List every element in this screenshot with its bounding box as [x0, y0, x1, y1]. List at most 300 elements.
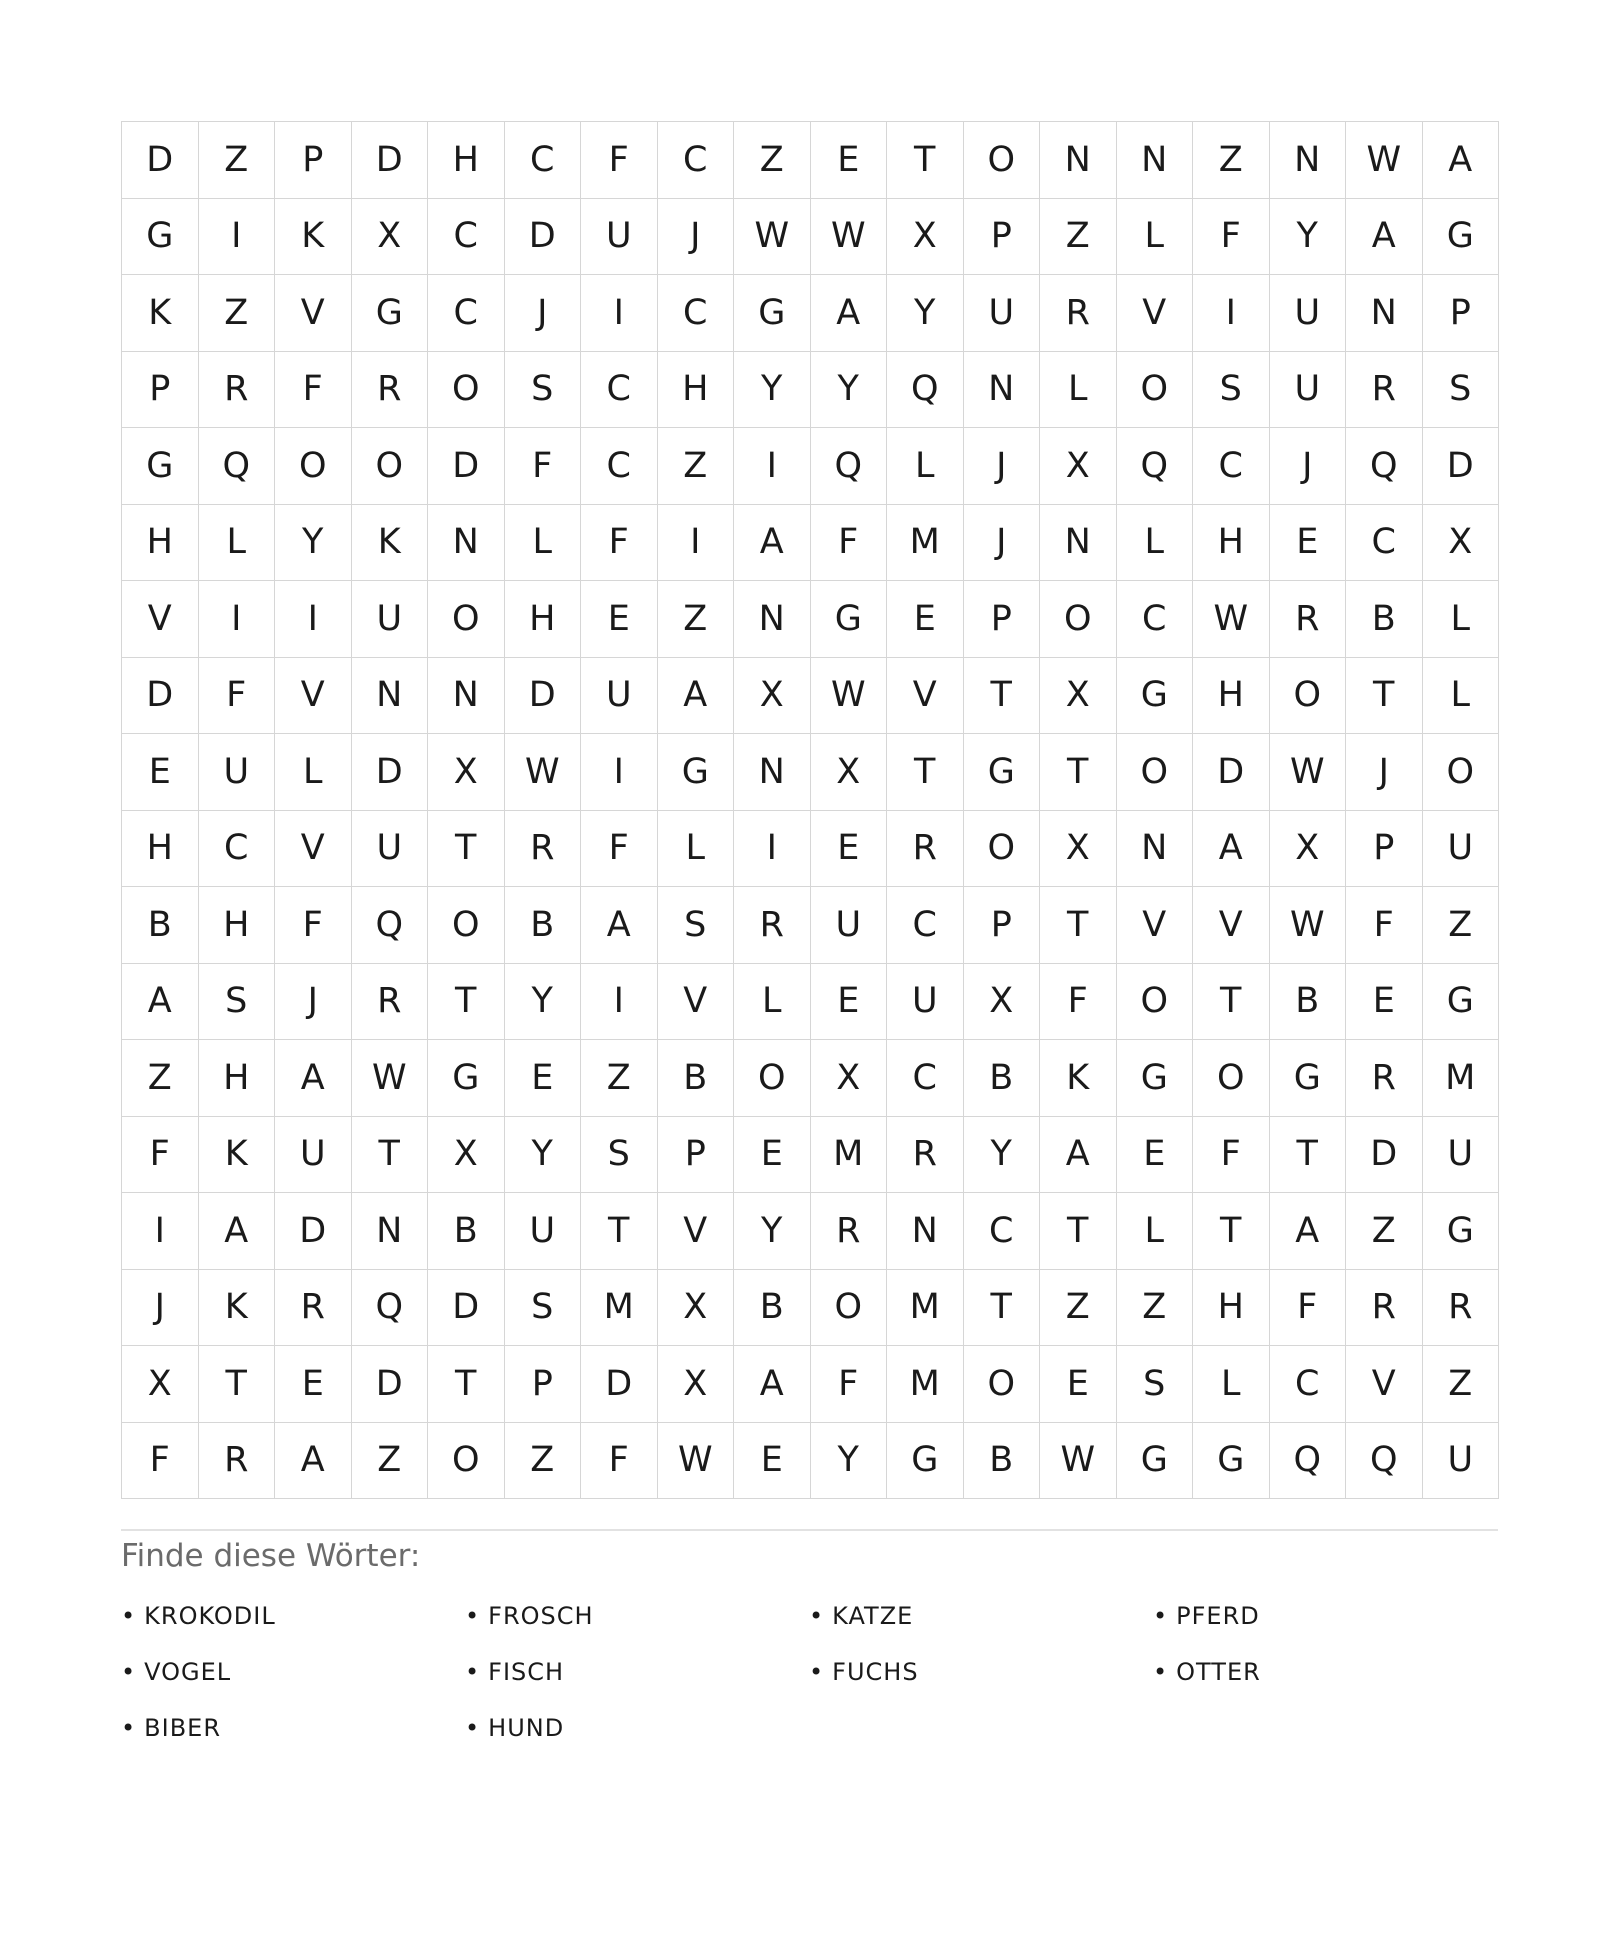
grid-cell[interactable]: W	[1270, 887, 1347, 964]
grid-cell[interactable]: J	[505, 275, 582, 352]
grid-cell[interactable]: R	[1346, 352, 1423, 429]
grid-cell[interactable]: U	[1423, 1423, 1500, 1500]
grid-cell[interactable]: U	[505, 1193, 582, 1270]
grid-cell[interactable]: V	[275, 658, 352, 735]
grid-cell[interactable]: R	[1346, 1270, 1423, 1347]
grid-cell[interactable]: F	[1193, 1117, 1270, 1194]
grid-cell[interactable]: Y	[811, 352, 888, 429]
grid-cell[interactable]: P	[275, 122, 352, 199]
grid-cell[interactable]: L	[1193, 1346, 1270, 1423]
grid-cell[interactable]: E	[1270, 505, 1347, 582]
grid-cell[interactable]: H	[199, 1040, 276, 1117]
grid-cell[interactable]: L	[887, 428, 964, 505]
grid-cell[interactable]: X	[1270, 811, 1347, 888]
grid-cell[interactable]: O	[428, 581, 505, 658]
grid-cell[interactable]: Q	[1346, 428, 1423, 505]
grid-cell[interactable]: Q	[352, 887, 429, 964]
grid-cell[interactable]: Z	[199, 275, 276, 352]
grid-cell[interactable]: G	[1270, 1040, 1347, 1117]
grid-cell[interactable]: N	[734, 581, 811, 658]
grid-cell[interactable]: O	[734, 1040, 811, 1117]
grid-cell[interactable]: F	[275, 352, 352, 429]
grid-cell[interactable]: D	[581, 1346, 658, 1423]
grid-cell[interactable]: Z	[1346, 1193, 1423, 1270]
grid-cell[interactable]: I	[199, 199, 276, 276]
grid-cell[interactable]: Z	[581, 1040, 658, 1117]
grid-cell[interactable]: E	[122, 734, 199, 811]
grid-cell[interactable]: X	[428, 1117, 505, 1194]
grid-cell[interactable]: B	[505, 887, 582, 964]
grid-cell[interactable]: A	[1423, 122, 1500, 199]
grid-cell[interactable]: V	[887, 658, 964, 735]
grid-cell[interactable]: B	[734, 1270, 811, 1347]
grid-cell[interactable]: R	[505, 811, 582, 888]
grid-cell[interactable]: W	[734, 199, 811, 276]
grid-cell[interactable]: U	[811, 887, 888, 964]
grid-cell[interactable]: X	[964, 964, 1041, 1041]
grid-cell[interactable]: X	[658, 1346, 735, 1423]
grid-cell[interactable]: F	[581, 811, 658, 888]
grid-cell[interactable]: T	[1040, 887, 1117, 964]
grid-cell[interactable]: Z	[1423, 887, 1500, 964]
grid-cell[interactable]: Z	[734, 122, 811, 199]
grid-cell[interactable]: T	[1346, 658, 1423, 735]
grid-cell[interactable]: A	[1270, 1193, 1347, 1270]
grid-cell[interactable]: F	[1270, 1270, 1347, 1347]
grid-cell[interactable]: O	[428, 887, 505, 964]
grid-cell[interactable]: U	[1270, 352, 1347, 429]
grid-cell[interactable]: X	[1040, 658, 1117, 735]
grid-cell[interactable]: D	[352, 1346, 429, 1423]
grid-cell[interactable]: X	[428, 734, 505, 811]
grid-cell[interactable]: R	[887, 1117, 964, 1194]
grid-cell[interactable]: G	[1423, 1193, 1500, 1270]
grid-cell[interactable]: S	[1423, 352, 1500, 429]
grid-cell[interactable]: J	[1346, 734, 1423, 811]
grid-cell[interactable]: I	[199, 581, 276, 658]
grid-cell[interactable]: G	[1117, 658, 1194, 735]
grid-cell[interactable]: K	[275, 199, 352, 276]
grid-cell[interactable]: Z	[658, 428, 735, 505]
grid-cell[interactable]: A	[734, 1346, 811, 1423]
grid-cell[interactable]: I	[1193, 275, 1270, 352]
grid-cell[interactable]: U	[887, 964, 964, 1041]
grid-cell[interactable]: N	[964, 352, 1041, 429]
grid-cell[interactable]: S	[505, 352, 582, 429]
grid-cell[interactable]: C	[964, 1193, 1041, 1270]
grid-cell[interactable]: X	[1040, 428, 1117, 505]
grid-cell[interactable]: G	[1423, 964, 1500, 1041]
grid-cell[interactable]: L	[1040, 352, 1117, 429]
grid-cell[interactable]: C	[428, 275, 505, 352]
grid-cell[interactable]: G	[352, 275, 429, 352]
grid-cell[interactable]: N	[352, 658, 429, 735]
grid-cell[interactable]: P	[964, 199, 1041, 276]
grid-cell[interactable]: P	[505, 1346, 582, 1423]
grid-cell[interactable]: R	[199, 352, 276, 429]
grid-cell[interactable]: Z	[505, 1423, 582, 1500]
grid-cell[interactable]: R	[1040, 275, 1117, 352]
grid-cell[interactable]: R	[275, 1270, 352, 1347]
grid-cell[interactable]: F	[275, 887, 352, 964]
grid-cell[interactable]: D	[352, 734, 429, 811]
grid-cell[interactable]: H	[1193, 658, 1270, 735]
grid-cell[interactable]: G	[428, 1040, 505, 1117]
grid-cell[interactable]: U	[581, 658, 658, 735]
grid-cell[interactable]: O	[1117, 964, 1194, 1041]
grid-cell[interactable]: W	[658, 1423, 735, 1500]
grid-cell[interactable]: O	[964, 811, 1041, 888]
grid-cell[interactable]: V	[658, 964, 735, 1041]
grid-cell[interactable]: L	[1423, 658, 1500, 735]
grid-cell[interactable]: K	[199, 1270, 276, 1347]
grid-cell[interactable]: U	[352, 811, 429, 888]
grid-cell[interactable]: C	[658, 122, 735, 199]
grid-cell[interactable]: Q	[352, 1270, 429, 1347]
grid-cell[interactable]: A	[1346, 199, 1423, 276]
grid-cell[interactable]: T	[1193, 1193, 1270, 1270]
grid-cell[interactable]: Z	[658, 581, 735, 658]
grid-cell[interactable]: Y	[734, 1193, 811, 1270]
grid-cell[interactable]: U	[352, 581, 429, 658]
grid-cell[interactable]: A	[1193, 811, 1270, 888]
grid-cell[interactable]: J	[964, 428, 1041, 505]
grid-cell[interactable]: X	[658, 1270, 735, 1347]
grid-cell[interactable]: M	[887, 1346, 964, 1423]
grid-cell[interactable]: D	[122, 658, 199, 735]
grid-cell[interactable]: W	[1346, 122, 1423, 199]
grid-cell[interactable]: F	[122, 1423, 199, 1500]
grid-cell[interactable]: C	[199, 811, 276, 888]
grid-cell[interactable]: W	[1040, 1423, 1117, 1500]
grid-cell[interactable]: R	[1423, 1270, 1500, 1347]
grid-cell[interactable]: C	[581, 352, 658, 429]
grid-cell[interactable]: Q	[887, 352, 964, 429]
grid-cell[interactable]: U	[581, 199, 658, 276]
grid-cell[interactable]: T	[1270, 1117, 1347, 1194]
grid-cell[interactable]: A	[275, 1423, 352, 1500]
grid-cell[interactable]: H	[122, 811, 199, 888]
grid-cell[interactable]: S	[199, 964, 276, 1041]
grid-cell[interactable]: R	[1270, 581, 1347, 658]
grid-cell[interactable]: G	[964, 734, 1041, 811]
grid-cell[interactable]: R	[199, 1423, 276, 1500]
grid-cell[interactable]: S	[1193, 352, 1270, 429]
grid-cell[interactable]: F	[811, 505, 888, 582]
grid-cell[interactable]: T	[887, 122, 964, 199]
grid-cell[interactable]: F	[1346, 887, 1423, 964]
grid-cell[interactable]: Y	[734, 352, 811, 429]
grid-cell[interactable]: O	[811, 1270, 888, 1347]
grid-cell[interactable]: D	[505, 199, 582, 276]
grid-cell[interactable]: B	[1270, 964, 1347, 1041]
grid-cell[interactable]: G	[1117, 1423, 1194, 1500]
grid-cell[interactable]: B	[1346, 581, 1423, 658]
grid-cell[interactable]: C	[1270, 1346, 1347, 1423]
grid-cell[interactable]: V	[275, 811, 352, 888]
grid-cell[interactable]: B	[964, 1423, 1041, 1500]
grid-cell[interactable]: J	[275, 964, 352, 1041]
grid-cell[interactable]: X	[1040, 811, 1117, 888]
grid-cell[interactable]: Y	[505, 964, 582, 1041]
grid-cell[interactable]: B	[658, 1040, 735, 1117]
grid-cell[interactable]: N	[352, 1193, 429, 1270]
grid-cell[interactable]: Q	[1117, 428, 1194, 505]
grid-cell[interactable]: T	[352, 1117, 429, 1194]
grid-cell[interactable]: Q	[1346, 1423, 1423, 1500]
grid-cell[interactable]: N	[734, 734, 811, 811]
grid-cell[interactable]: G	[122, 428, 199, 505]
grid-cell[interactable]: K	[199, 1117, 276, 1194]
grid-cell[interactable]: P	[964, 887, 1041, 964]
grid-cell[interactable]: Z	[1423, 1346, 1500, 1423]
grid-cell[interactable]: T	[1040, 1193, 1117, 1270]
grid-cell[interactable]: E	[734, 1423, 811, 1500]
grid-cell[interactable]: L	[1423, 581, 1500, 658]
grid-cell[interactable]: C	[1117, 581, 1194, 658]
grid-cell[interactable]: D	[1423, 428, 1500, 505]
grid-cell[interactable]: D	[1346, 1117, 1423, 1194]
grid-cell[interactable]: L	[658, 811, 735, 888]
grid-cell[interactable]: P	[1423, 275, 1500, 352]
grid-cell[interactable]: C	[428, 199, 505, 276]
grid-cell[interactable]: I	[581, 964, 658, 1041]
grid-cell[interactable]: P	[122, 352, 199, 429]
grid-cell[interactable]: N	[1346, 275, 1423, 352]
grid-cell[interactable]: T	[199, 1346, 276, 1423]
grid-cell[interactable]: H	[658, 352, 735, 429]
grid-cell[interactable]: I	[275, 581, 352, 658]
grid-cell[interactable]: A	[275, 1040, 352, 1117]
grid-cell[interactable]: G	[811, 581, 888, 658]
grid-cell[interactable]: R	[1346, 1040, 1423, 1117]
grid-cell[interactable]: C	[887, 1040, 964, 1117]
grid-cell[interactable]: F	[811, 1346, 888, 1423]
grid-cell[interactable]: H	[1193, 1270, 1270, 1347]
grid-cell[interactable]: P	[1346, 811, 1423, 888]
grid-cell[interactable]: C	[505, 122, 582, 199]
grid-cell[interactable]: D	[505, 658, 582, 735]
grid-cell[interactable]: S	[581, 1117, 658, 1194]
grid-cell[interactable]: R	[352, 352, 429, 429]
grid-cell[interactable]: X	[734, 658, 811, 735]
grid-cell[interactable]: M	[887, 505, 964, 582]
grid-cell[interactable]: O	[428, 352, 505, 429]
grid-cell[interactable]: J	[658, 199, 735, 276]
grid-cell[interactable]: J	[1270, 428, 1347, 505]
grid-cell[interactable]: S	[658, 887, 735, 964]
grid-cell[interactable]: D	[275, 1193, 352, 1270]
grid-cell[interactable]: W	[352, 1040, 429, 1117]
grid-cell[interactable]: I	[581, 275, 658, 352]
grid-cell[interactable]: Q	[199, 428, 276, 505]
grid-cell[interactable]: O	[1117, 352, 1194, 429]
grid-cell[interactable]: T	[428, 811, 505, 888]
grid-cell[interactable]: F	[581, 505, 658, 582]
grid-cell[interactable]: H	[122, 505, 199, 582]
grid-cell[interactable]: A	[1040, 1117, 1117, 1194]
grid-cell[interactable]: N	[428, 505, 505, 582]
grid-cell[interactable]: V	[1117, 275, 1194, 352]
grid-cell[interactable]: X	[1423, 505, 1500, 582]
grid-cell[interactable]: Z	[122, 1040, 199, 1117]
grid-cell[interactable]: M	[1423, 1040, 1500, 1117]
grid-cell[interactable]: Y	[275, 505, 352, 582]
grid-cell[interactable]: K	[1040, 1040, 1117, 1117]
grid-cell[interactable]: G	[887, 1423, 964, 1500]
grid-cell[interactable]: O	[964, 1346, 1041, 1423]
grid-cell[interactable]: O	[428, 1423, 505, 1500]
grid-cell[interactable]: R	[887, 811, 964, 888]
grid-cell[interactable]: V	[122, 581, 199, 658]
grid-cell[interactable]: F	[1040, 964, 1117, 1041]
grid-cell[interactable]: T	[428, 964, 505, 1041]
grid-cell[interactable]: L	[1117, 199, 1194, 276]
grid-cell[interactable]: H	[1193, 505, 1270, 582]
grid-cell[interactable]: F	[581, 1423, 658, 1500]
grid-cell[interactable]: D	[428, 1270, 505, 1347]
grid-cell[interactable]: G	[1117, 1040, 1194, 1117]
grid-cell[interactable]: N	[428, 658, 505, 735]
grid-cell[interactable]: V	[1117, 887, 1194, 964]
grid-cell[interactable]: M	[811, 1117, 888, 1194]
grid-cell[interactable]: C	[1193, 428, 1270, 505]
grid-cell[interactable]: O	[1117, 734, 1194, 811]
grid-cell[interactable]: T	[964, 658, 1041, 735]
grid-cell[interactable]: T	[428, 1346, 505, 1423]
grid-cell[interactable]: I	[734, 811, 811, 888]
grid-cell[interactable]: E	[581, 581, 658, 658]
grid-cell[interactable]: Y	[964, 1117, 1041, 1194]
grid-cell[interactable]: V	[658, 1193, 735, 1270]
grid-cell[interactable]: O	[964, 122, 1041, 199]
grid-cell[interactable]: T	[581, 1193, 658, 1270]
grid-cell[interactable]: D	[122, 122, 199, 199]
grid-cell[interactable]: O	[1423, 734, 1500, 811]
grid-cell[interactable]: X	[352, 199, 429, 276]
grid-cell[interactable]: K	[122, 275, 199, 352]
grid-cell[interactable]: E	[734, 1117, 811, 1194]
grid-cell[interactable]: M	[581, 1270, 658, 1347]
grid-cell[interactable]: S	[1117, 1346, 1194, 1423]
grid-cell[interactable]: I	[734, 428, 811, 505]
grid-cell[interactable]: U	[199, 734, 276, 811]
grid-cell[interactable]: F	[1193, 199, 1270, 276]
grid-cell[interactable]: Z	[352, 1423, 429, 1500]
grid-cell[interactable]: Z	[1117, 1270, 1194, 1347]
grid-cell[interactable]: E	[275, 1346, 352, 1423]
grid-cell[interactable]: E	[811, 811, 888, 888]
grid-cell[interactable]: R	[352, 964, 429, 1041]
grid-cell[interactable]: P	[964, 581, 1041, 658]
grid-cell[interactable]: J	[122, 1270, 199, 1347]
grid-cell[interactable]: E	[811, 964, 888, 1041]
grid-cell[interactable]: U	[1270, 275, 1347, 352]
grid-cell[interactable]: J	[964, 505, 1041, 582]
grid-cell[interactable]: A	[122, 964, 199, 1041]
grid-cell[interactable]: T	[1040, 734, 1117, 811]
grid-cell[interactable]: G	[734, 275, 811, 352]
grid-cell[interactable]: L	[1117, 505, 1194, 582]
grid-cell[interactable]: X	[811, 1040, 888, 1117]
grid-cell[interactable]: I	[122, 1193, 199, 1270]
grid-cell[interactable]: B	[428, 1193, 505, 1270]
grid-cell[interactable]: Y	[1270, 199, 1347, 276]
grid-cell[interactable]: Z	[199, 122, 276, 199]
grid-cell[interactable]: X	[122, 1346, 199, 1423]
grid-cell[interactable]: G	[658, 734, 735, 811]
grid-cell[interactable]: L	[199, 505, 276, 582]
grid-cell[interactable]: Z	[1040, 199, 1117, 276]
grid-cell[interactable]: A	[734, 505, 811, 582]
grid-cell[interactable]: C	[887, 887, 964, 964]
grid-cell[interactable]: N	[1117, 122, 1194, 199]
grid-cell[interactable]: T	[964, 1270, 1041, 1347]
grid-cell[interactable]: P	[658, 1117, 735, 1194]
grid-cell[interactable]: W	[1193, 581, 1270, 658]
grid-cell[interactable]: L	[505, 505, 582, 582]
grid-cell[interactable]: D	[1193, 734, 1270, 811]
grid-cell[interactable]: O	[1270, 658, 1347, 735]
grid-cell[interactable]: N	[1270, 122, 1347, 199]
grid-cell[interactable]: X	[887, 199, 964, 276]
grid-cell[interactable]: E	[1346, 964, 1423, 1041]
grid-cell[interactable]: N	[1040, 122, 1117, 199]
grid-cell[interactable]: F	[122, 1117, 199, 1194]
grid-cell[interactable]: W	[811, 658, 888, 735]
grid-cell[interactable]: W	[1270, 734, 1347, 811]
grid-cell[interactable]: W	[505, 734, 582, 811]
grid-cell[interactable]: L	[734, 964, 811, 1041]
grid-cell[interactable]: F	[505, 428, 582, 505]
grid-cell[interactable]: B	[964, 1040, 1041, 1117]
grid-cell[interactable]: C	[658, 275, 735, 352]
grid-cell[interactable]: X	[811, 734, 888, 811]
grid-cell[interactable]: G	[1193, 1423, 1270, 1500]
grid-cell[interactable]: Z	[1040, 1270, 1117, 1347]
grid-cell[interactable]: S	[505, 1270, 582, 1347]
grid-cell[interactable]: A	[811, 275, 888, 352]
grid-cell[interactable]: C	[581, 428, 658, 505]
grid-cell[interactable]: O	[352, 428, 429, 505]
grid-cell[interactable]: U	[1423, 1117, 1500, 1194]
grid-cell[interactable]: Y	[505, 1117, 582, 1194]
grid-cell[interactable]: G	[1423, 199, 1500, 276]
grid-cell[interactable]: Y	[887, 275, 964, 352]
grid-cell[interactable]: H	[428, 122, 505, 199]
grid-cell[interactable]: H	[199, 887, 276, 964]
grid-cell[interactable]: E	[505, 1040, 582, 1117]
grid-cell[interactable]: Q	[1270, 1423, 1347, 1500]
grid-cell[interactable]: Z	[1193, 122, 1270, 199]
grid-cell[interactable]: E	[811, 122, 888, 199]
grid-cell[interactable]: U	[964, 275, 1041, 352]
grid-cell[interactable]: D	[352, 122, 429, 199]
grid-cell[interactable]: K	[352, 505, 429, 582]
grid-cell[interactable]: W	[811, 199, 888, 276]
grid-cell[interactable]: O	[275, 428, 352, 505]
grid-cell[interactable]: A	[581, 887, 658, 964]
grid-cell[interactable]: E	[1117, 1117, 1194, 1194]
grid-cell[interactable]: V	[1193, 887, 1270, 964]
grid-cell[interactable]: R	[811, 1193, 888, 1270]
grid-cell[interactable]: C	[1346, 505, 1423, 582]
grid-cell[interactable]: E	[887, 581, 964, 658]
grid-cell[interactable]: L	[1117, 1193, 1194, 1270]
grid-cell[interactable]: A	[199, 1193, 276, 1270]
grid-cell[interactable]: E	[1040, 1346, 1117, 1423]
grid-cell[interactable]: O	[1040, 581, 1117, 658]
